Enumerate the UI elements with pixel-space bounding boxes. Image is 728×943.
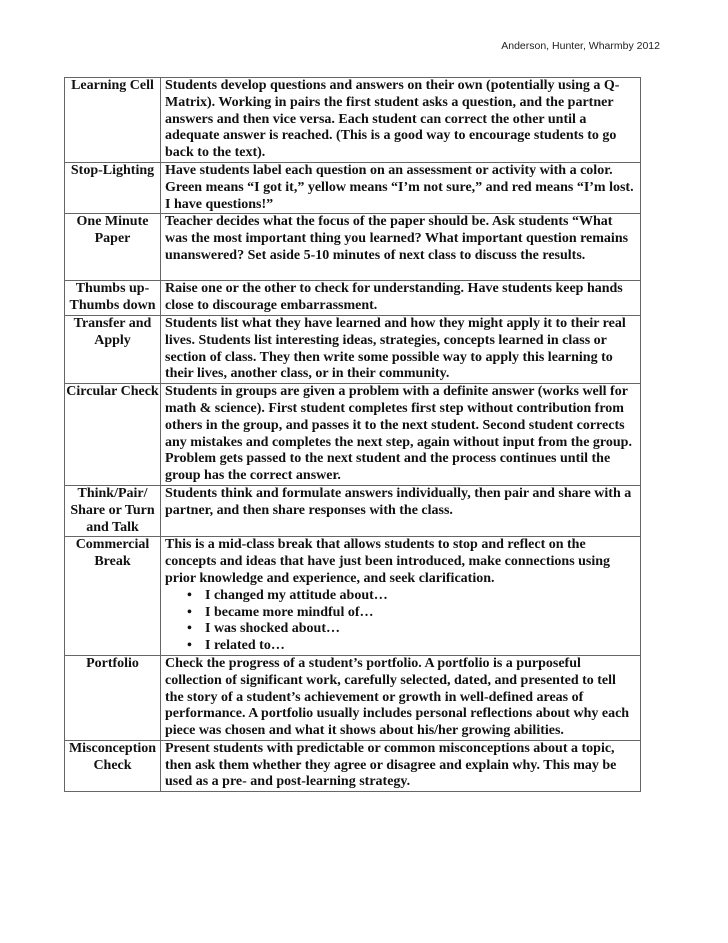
- list-item-text: I related to…: [205, 638, 285, 654]
- strategies-table: [64, 77, 641, 792]
- strategy-description-text: This is a mid-class break that allows students to stop and reflect on the concepts and ideas that have just been introduced, make connections using prior knowledge and experience, and seek clarification.: [165, 537, 611, 586]
- strategy-term: Transfer and Apply: [65, 315, 161, 383]
- strategy-term: Circular Check: [65, 384, 161, 486]
- strategy-term: One Minute Paper: [65, 214, 161, 281]
- list-item: [187, 621, 638, 638]
- bullet-icon: •: [187, 587, 192, 603]
- strategy-term: Thumbs up-Thumbs down: [65, 281, 161, 316]
- table-row: [65, 655, 641, 740]
- table-row: [65, 740, 641, 791]
- table-row: [65, 485, 641, 536]
- list-item-text: I became more mindful of…: [205, 604, 374, 620]
- list-item-text: I changed my attitude about…: [205, 587, 388, 603]
- strategy-description: Students in groups are given a problem with a definite answer (works well for math & science). First student completes first step without contribution from others in the group, and passes it to the next student. Second student corrects any mistakes and completes the next step, again without input from the group. Problem gets passed to the next student and the process continues until the group has the correct answer.: [161, 384, 641, 486]
- table-row: [65, 78, 641, 163]
- strategy-term: Portfolio: [65, 655, 161, 740]
- strategy-description: Raise one or the other to check for understanding. Have students keep hands close to discourage embarrassment.: [161, 281, 641, 316]
- strategy-term: Misconception Check: [65, 740, 161, 791]
- table-row: [65, 315, 641, 383]
- list-item: [187, 638, 638, 655]
- strategy-description: Present students with predictable or common misconceptions about a topic, then ask them whether they agree or disagree and explain why. This may be used as a pre- and post-learning strategy.: [161, 740, 641, 791]
- bullet-icon: •: [187, 638, 192, 654]
- strategy-description: [161, 537, 641, 656]
- bullet-icon: •: [187, 621, 192, 637]
- page-header: Anderson, Hunter, Wharmby 2012: [501, 40, 660, 52]
- table-row: [65, 281, 641, 316]
- strategy-description: Students list what they have learned and how they might apply it to their real lives. Students list interesting ideas, strategies, concepts learned in class or section of class. They then write some possible way to apply this learning to their lives, another class, or in their community.: [161, 315, 641, 383]
- table-row: [65, 214, 641, 281]
- table-row: [65, 162, 641, 213]
- table-row: [65, 384, 641, 486]
- list-item-text: I was shocked about…: [205, 621, 340, 637]
- strategy-description: Have students label each question on an assessment or activity with a color. Green means “I got it,” yellow means “I’m not sure,” and red means “I’m lost. I have questions!”: [161, 162, 641, 213]
- strategy-description: Students develop questions and answers on their own (potentially using a Q-Matrix). Working in pairs the first student asks a question, and the partner answers and then vice versa. Each student can correct the other until a adequate answer is reached. (This is a good way to encourage students to go back to the text).: [161, 78, 641, 163]
- strategy-term: Learning Cell: [65, 78, 161, 163]
- strategy-description: Teacher decides what the focus of the paper should be. Ask students “What was the most important thing you learned? What important question remains unanswered? Set aside 5-10 minutes of next class to discuss the results.: [161, 214, 641, 281]
- strategy-term: Think/Pair/ Share or Turn and Talk: [65, 485, 161, 536]
- strategy-description: Check the progress of a student’s portfolio. A portfolio is a purposeful collection of significant work, carefully selected, dated, and presented to tell the story of a student’s achievement or growth in well-defined areas of performance. A portfolio usually includes personal reflections about why each piece was chosen and what it shows about his/her growing abilities.: [161, 655, 641, 740]
- list-item: [187, 605, 638, 622]
- strategy-description: Students think and formulate answers individually, then pair and share with a partner, and then share responses with the class.: [161, 485, 641, 536]
- table-row: [65, 537, 641, 656]
- bullet-icon: •: [187, 604, 192, 620]
- strategy-term: Commercial Break: [65, 537, 161, 656]
- strategy-term: Stop-Lighting: [65, 162, 161, 213]
- prompt-list: [165, 588, 638, 655]
- list-item: [187, 588, 638, 605]
